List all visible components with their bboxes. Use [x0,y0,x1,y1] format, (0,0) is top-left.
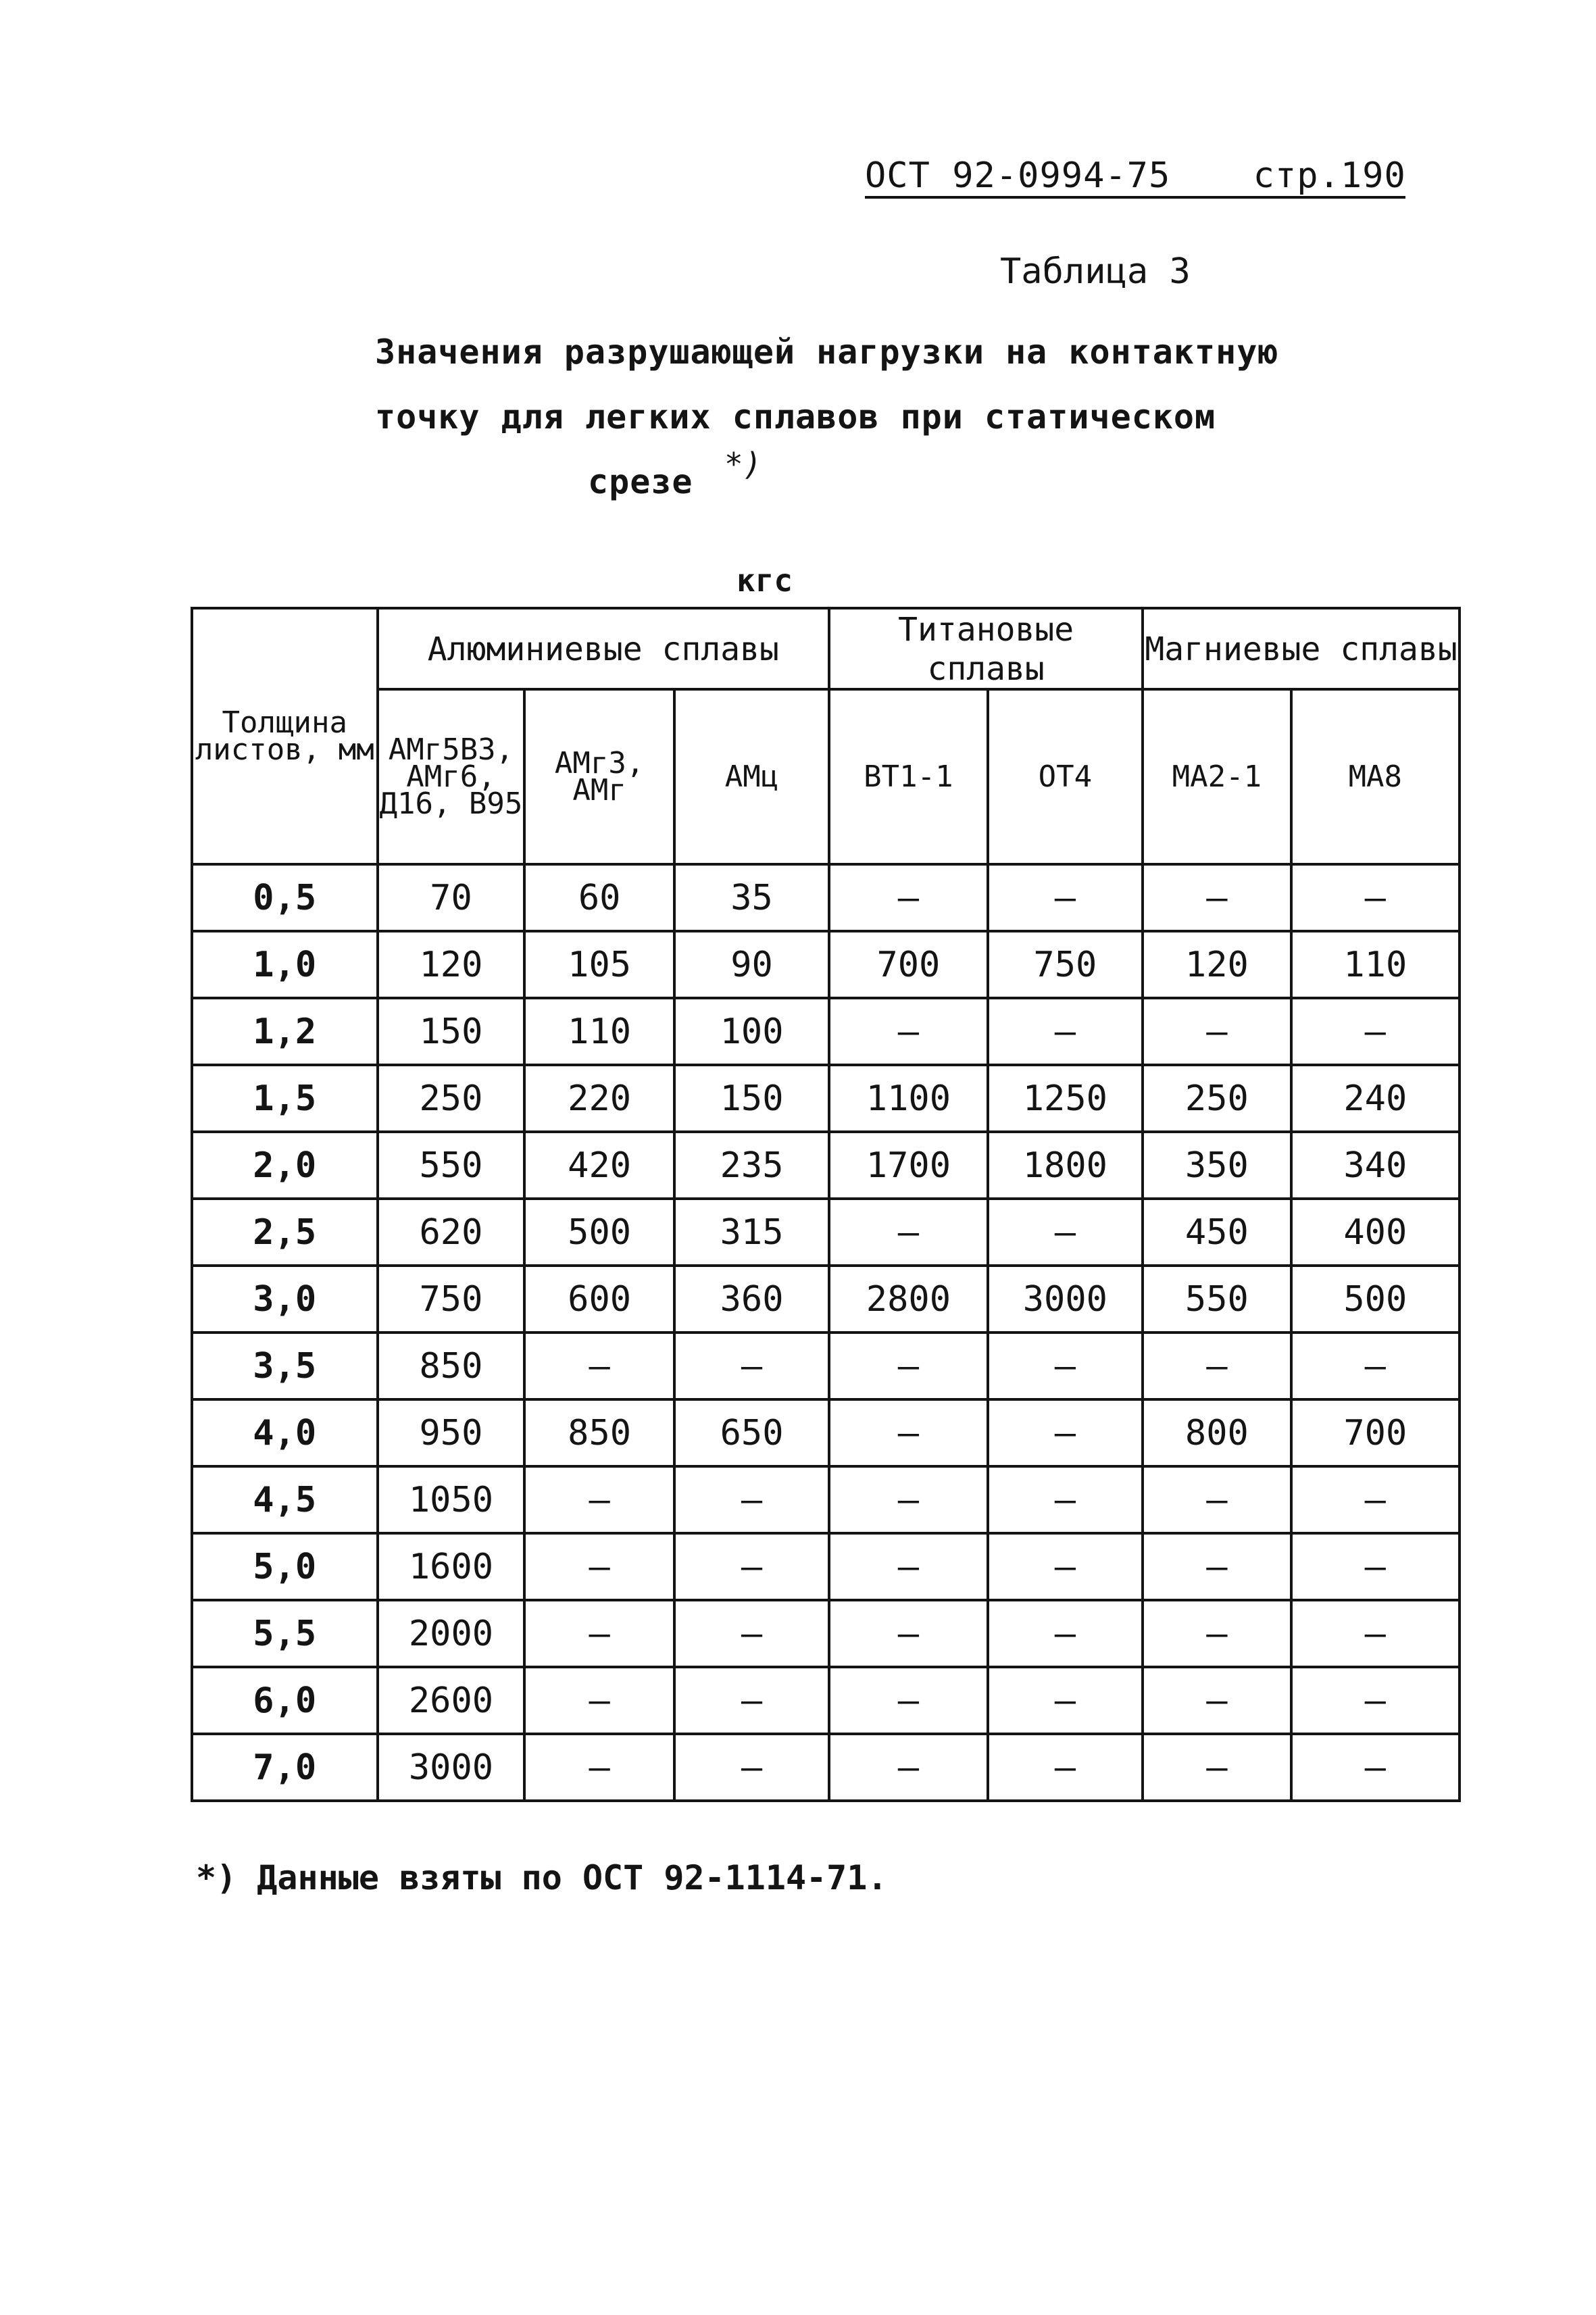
value-cell: 150 [378,998,525,1065]
aluminum-group-header [378,608,830,689]
table-row [192,1399,1460,1466]
value-cell: 2600 [378,1667,525,1734]
value-cell: 850 [524,1399,674,1466]
subcol-label: АМг3, АМг [554,745,645,807]
table-row [192,1333,1460,1399]
value-cell: – [524,1667,674,1734]
footnote-mark: *) [724,446,762,482]
thickness-cell: 3,5 [192,1333,378,1399]
thickness-cell: 5,0 [192,1533,378,1600]
value-cell: – [988,1734,1143,1801]
subcol-header [1143,689,1291,864]
value-cell: – [524,1533,674,1600]
value-cell: – [524,1466,674,1533]
thickness-cell: 1,5 [192,1065,378,1132]
thickness-header [192,608,378,864]
subcol-header [524,689,674,864]
table-row [192,1132,1460,1199]
value-cell: – [829,1466,987,1533]
thickness-cell: 3,0 [192,1266,378,1333]
value-cell: – [1143,1533,1291,1600]
value-cell: 60 [524,864,674,931]
subcol-label: АМг5В3, АМг6, Д16, В95 [379,732,523,821]
value-cell: 500 [1291,1266,1460,1333]
value-cell: 240 [1291,1065,1460,1132]
value-cell: – [1291,1466,1460,1533]
value-cell: 420 [524,1132,674,1199]
value-cell: 400 [1291,1199,1460,1266]
value-cell: 1050 [378,1466,525,1533]
value-cell: – [1291,1333,1460,1399]
value-cell: – [674,1600,829,1667]
value-cell: 3000 [378,1734,525,1801]
value-cell: – [674,1333,829,1399]
value-cell: – [829,1533,987,1600]
subcol-header [829,689,987,864]
header-subcol-row [192,689,1460,864]
value-cell: – [1143,1466,1291,1533]
table-row [192,998,1460,1065]
value-cell: 340 [1291,1132,1460,1199]
value-cell: 1250 [988,1065,1143,1132]
value-cell: 620 [378,1199,525,1266]
value-cell: – [1143,1333,1291,1399]
value-cell: – [988,1399,1143,1466]
caption-line-2: точку для легких сплавов при статическом [375,397,1216,437]
value-cell: 650 [674,1399,829,1466]
load-table [191,607,1461,1802]
header-group-row [192,608,1460,689]
value-cell: 750 [988,931,1143,998]
table-row [192,1600,1460,1667]
subcol-header [674,689,829,864]
value-cell: 700 [829,931,987,998]
value-cell: 235 [674,1132,829,1199]
value-cell: – [524,1734,674,1801]
subcol-header [378,689,525,864]
value-cell: – [1291,864,1460,931]
value-cell: – [674,1466,829,1533]
value-cell: – [829,1333,987,1399]
value-cell: 70 [378,864,525,931]
magnesium-group-header [1143,608,1460,689]
value-cell: 850 [378,1333,525,1399]
value-cell: – [829,1199,987,1266]
thickness-cell: 6,0 [192,1667,378,1734]
value-cell: 315 [674,1199,829,1266]
document-code: ОСТ 92-0994-75 [865,155,1171,196]
subcol-header [1291,689,1460,864]
value-cell: – [1143,1734,1291,1801]
value-cell: – [674,1667,829,1734]
table-body [192,864,1460,1801]
value-cell: 950 [378,1399,525,1466]
document-header [865,155,1406,196]
value-cell: – [1291,1667,1460,1734]
subcol-label: АМц [724,759,779,794]
value-cell: 2800 [829,1266,987,1333]
value-cell: 350 [1143,1132,1291,1199]
value-cell: 35 [674,864,829,931]
value-cell: 120 [1143,931,1291,998]
value-cell: – [829,1399,987,1466]
value-cell: 105 [524,931,674,998]
thickness-cell: 0,5 [192,864,378,931]
caption-line-1: Значения разрушающей нагрузки на контактную [375,332,1279,372]
value-cell: – [1291,1533,1460,1600]
thickness-cell: 2,5 [192,1199,378,1266]
value-cell: 150 [674,1065,829,1132]
table-row [192,1466,1460,1533]
value-cell: 700 [1291,1399,1460,1466]
magnesium-group-label: Магниевые сплавы [1145,630,1457,668]
table-row [192,864,1460,931]
value-cell: – [524,1333,674,1399]
value-cell: – [674,1533,829,1600]
value-cell: 110 [1291,931,1460,998]
subcol-label: МА2-1 [1172,759,1262,794]
value-cell: 1100 [829,1065,987,1132]
thickness-cell: 4,0 [192,1399,378,1466]
aluminum-group-label: Алюминиевые сплавы [427,630,779,668]
value-cell: – [829,1667,987,1734]
table-row [192,1266,1460,1333]
value-cell: 1600 [378,1533,525,1600]
value-cell: – [829,1600,987,1667]
value-cell: 450 [1143,1199,1291,1266]
value-cell: – [988,1667,1143,1734]
value-cell: – [1143,864,1291,931]
table-row [192,1734,1460,1801]
value-cell: 90 [674,931,829,998]
titanium-group-header [829,608,1143,689]
value-cell: 120 [378,931,525,998]
value-cell: 100 [674,998,829,1065]
value-cell: 750 [378,1266,525,1333]
table-row [192,1667,1460,1734]
value-cell: – [988,1333,1143,1399]
value-cell: 2000 [378,1600,525,1667]
value-cell: – [988,864,1143,931]
header-rule [865,196,1405,199]
value-cell: 1700 [829,1132,987,1199]
value-cell: 250 [1143,1065,1291,1132]
value-cell: – [829,998,987,1065]
value-cell: – [988,1533,1143,1600]
value-cell: 360 [674,1266,829,1333]
thickness-header-label: Толщина листов, мм [195,705,374,767]
value-cell: – [988,1466,1143,1533]
value-cell: – [1143,1667,1291,1734]
value-cell: – [524,1600,674,1667]
thickness-cell: 2,0 [192,1132,378,1199]
value-cell: – [988,1199,1143,1266]
titanium-group-label: Титановые сплавы [898,611,1074,688]
table-row [192,931,1460,998]
footnote: *) Данные взяты по ОСТ 92-1114-71. [196,1858,888,1897]
unit-label: кгс [737,562,793,599]
thickness-cell: 4,5 [192,1466,378,1533]
value-cell: 550 [378,1132,525,1199]
thickness-cell: 1,0 [192,931,378,998]
table-row [192,1199,1460,1266]
value-cell: 500 [524,1199,674,1266]
caption-line-3: срезе [588,462,693,501]
value-cell: – [1291,1600,1460,1667]
value-cell: – [988,998,1143,1065]
value-cell: 3000 [988,1266,1143,1333]
thickness-cell: 1,2 [192,998,378,1065]
value-cell: – [1291,998,1460,1065]
subcol-label: ОТ4 [1038,759,1093,794]
value-cell: – [829,1734,987,1801]
value-cell: 600 [524,1266,674,1333]
value-cell: 550 [1143,1266,1291,1333]
table-row [192,1533,1460,1600]
value-cell: – [1143,998,1291,1065]
value-cell: 220 [524,1065,674,1132]
table-row [192,1065,1460,1132]
table-number: Таблица 3 [1000,251,1191,292]
subcol-label: МА8 [1348,759,1403,794]
subcol-header [988,689,1143,864]
thickness-cell: 5,5 [192,1600,378,1667]
value-cell: 250 [378,1065,525,1132]
subcol-label: ВТ1-1 [864,759,953,794]
value-cell: 110 [524,998,674,1065]
value-cell: – [829,864,987,931]
value-cell: – [1143,1600,1291,1667]
thickness-cell: 7,0 [192,1734,378,1801]
value-cell: – [1291,1734,1460,1801]
value-cell: 800 [1143,1399,1291,1466]
value-cell: – [988,1600,1143,1667]
value-cell: – [674,1734,829,1801]
page-number: стр.190 [1253,155,1406,196]
value-cell: 1800 [988,1132,1143,1199]
